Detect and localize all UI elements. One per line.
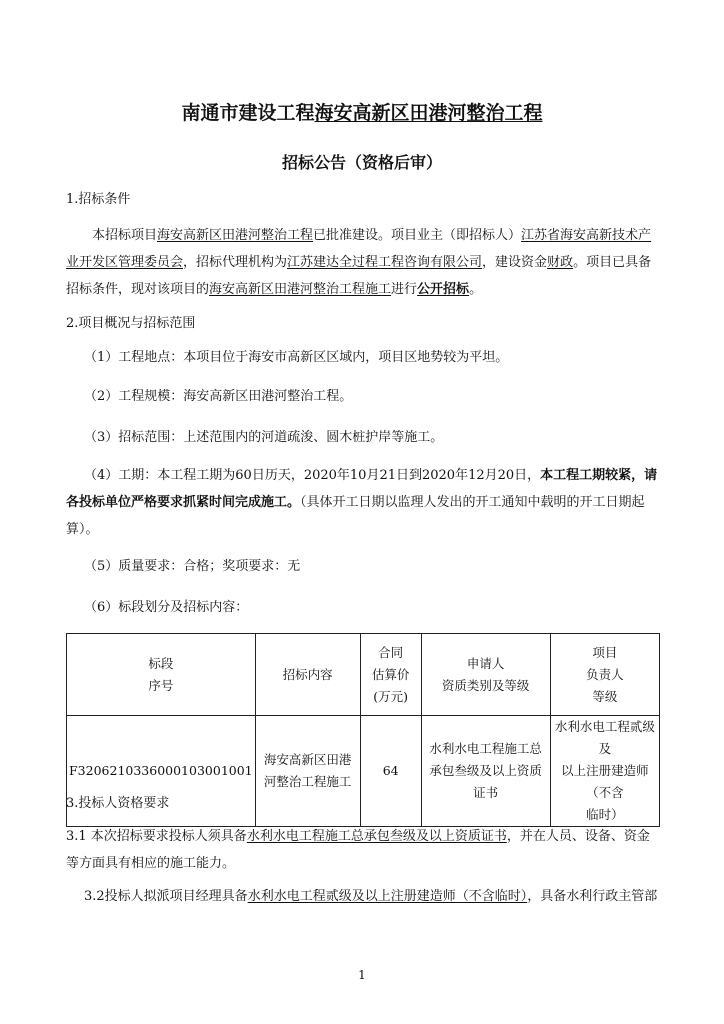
cell-content: 海安高新区田港 河整治工程施工: [255, 716, 360, 827]
requirement-3-1: 3.1 本次招标要求投标人须具备水利水电工程施工总承包叁级及以上资质证书，并在人员、设备、资金等方面具有相应的施工能力。: [66, 829, 650, 871]
page-number: 1: [358, 968, 366, 982]
header-content: 招标内容: [255, 634, 360, 716]
requirement-3-2: 3.2投标人拟派项目经理具备水利水电工程贰级及以上注册建造师（不含临时），具备水利行政主管部: [84, 889, 658, 904]
cell-price: 64: [360, 716, 421, 827]
required-qualification: 水利水电工程施工总承包叁级及以上资质证书: [246, 829, 507, 844]
header-price: 合同 估算价 (万元): [360, 634, 421, 716]
item-quality: （5）质量要求：合格；奖项要求：无: [84, 559, 301, 574]
page-title: [0, 98, 724, 125]
required-manager-level: 水利水电工程贰级及以上注册建造师（不含临时）: [247, 889, 528, 904]
header-manager: 项目 负责人 等级: [550, 634, 659, 716]
section-2-heading: 2.项目概况与招标范围: [66, 316, 196, 331]
duration-emphasis: 本工程工期较紧，请各投标单位严格要求抓紧时间完成施工。: [66, 468, 658, 510]
agent-name: 江苏建达全过程工程咨询有限公司: [287, 255, 483, 270]
bid-method: 公开招标: [417, 282, 470, 297]
table-header-row: [67, 634, 660, 716]
cell-section-no: F3206210336000103001001: [67, 716, 256, 827]
item-sections: （6）标段划分及招标内容：: [84, 600, 249, 615]
item-scope: （3）招标范围：上述范围内的河道疏浚、圆木桩护岸等施工。: [84, 430, 444, 445]
title-project-name: 海安高新区田港河整治工程: [314, 102, 543, 124]
item-location: （1）工程地点：本项目位于海安市高新区区域内，项目区地势较为平坦。: [84, 350, 509, 365]
owner-name: 江苏省海安高新技术产业开发区管理委员会: [66, 228, 652, 270]
page-subtitle: 招标公告（资格后审）: [281, 153, 442, 172]
project-name: 海安高新区田港河整治工程: [157, 228, 314, 243]
section-1-paragraph: 本招标项目海安高新区田港河整治工程已批准建设。项目业主（即招标人）江苏省海安高新技术产业开发区管理委员会，招标代理机构为江苏建达全过程工程咨询有限公司，建设资金财政。项目已具备招标条件，现对该项目的海安高新区田港河整治工程施工进行公开招标。: [66, 228, 652, 297]
cell-manager: 水利水电工程贰级及 以上注册建造师（不含 临时）: [550, 716, 659, 827]
item-scale: （2）工程规模：海安高新区田港河整治工程。: [84, 389, 353, 404]
item-duration: （4）工期：本工程工期为60日历天，2020年10月21日到2020年12月20日，本工程工期较紧，请各投标单位严格要求抓紧时间完成施工。（具体开工日期以监理人发出的开工通知中载明的开工日期起算）。: [66, 468, 658, 537]
funding-source: 财政: [547, 255, 574, 270]
header-qualification: 申请人 资质类别及等级: [421, 634, 550, 716]
cell-qualification: 水利水电工程施工总 承包叁级及以上资质 证书: [421, 716, 550, 827]
header-section-no: 标段 序号: [67, 634, 256, 716]
section-1-heading: 1.招标条件: [66, 192, 131, 207]
title-city-prefix: 南通市建设工程: [181, 102, 315, 124]
section-3-heading: 3.投标人资格要求: [66, 796, 170, 811]
bid-project: 海安高新区田港河整治工程施工: [209, 282, 392, 297]
